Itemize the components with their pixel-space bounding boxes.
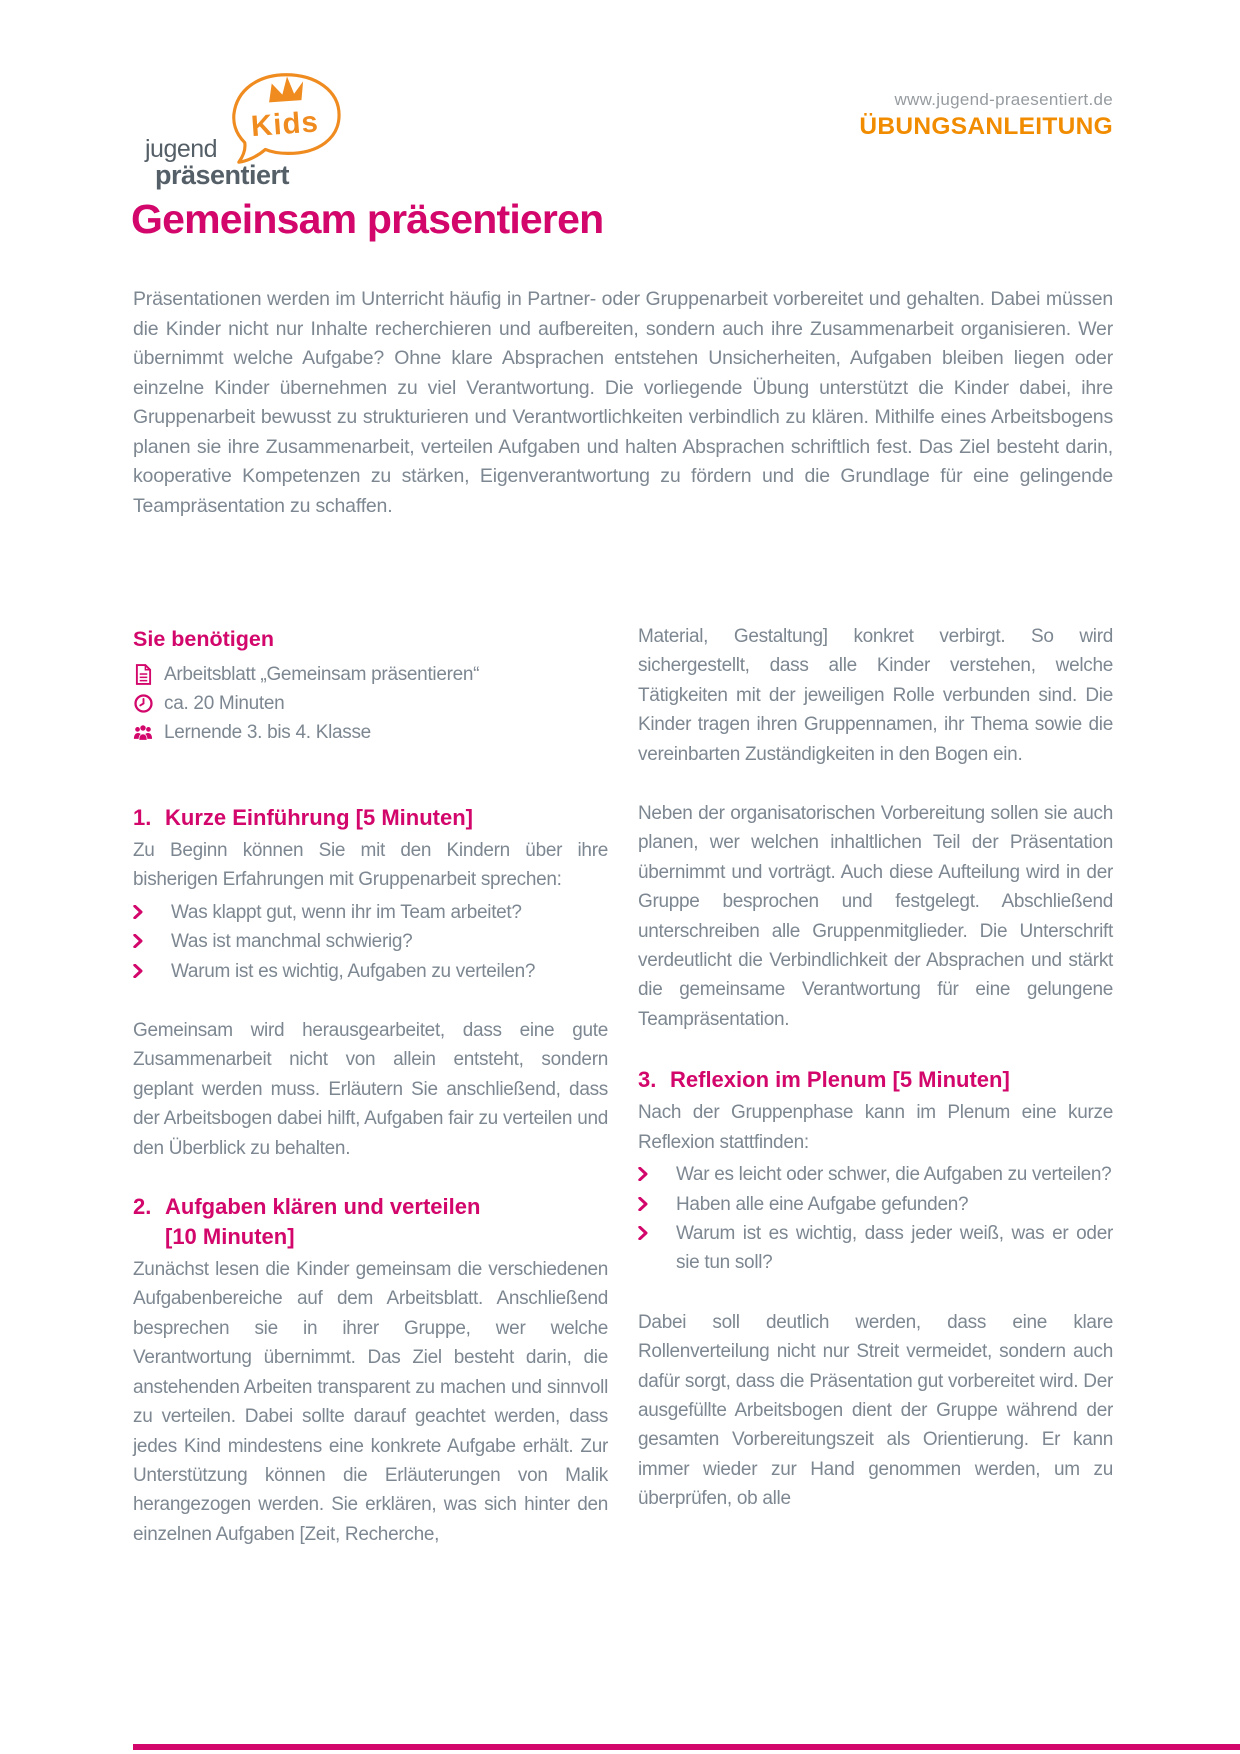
section-number: 1. xyxy=(133,805,152,830)
left-column xyxy=(133,616,608,1549)
section-2-heading xyxy=(133,1192,608,1252)
section-1-heading xyxy=(133,803,608,833)
bullet-item xyxy=(638,1160,1113,1189)
section-title: Reflexion im Plenum [5 Minuten] xyxy=(670,1067,1010,1093)
section-title xyxy=(165,1192,480,1252)
section-3-bullet-list xyxy=(638,1160,1113,1278)
section-1-bullet-list xyxy=(133,898,608,986)
logo-wordmark xyxy=(145,136,289,189)
need-label: ca. 20 Minuten xyxy=(164,693,285,714)
header-right xyxy=(859,88,1113,142)
footer-divider xyxy=(133,1744,1240,1750)
needs-block xyxy=(133,626,608,747)
need-item-duration xyxy=(133,689,608,718)
need-item-worksheet xyxy=(133,660,608,689)
section-title: Kurze Einführung [5 Minuten] xyxy=(165,805,473,830)
right-column xyxy=(638,616,1113,1549)
bullet-text: Haben alle eine Aufgabe gefunden? xyxy=(676,1193,969,1215)
chevron-right-icon xyxy=(133,898,171,927)
chevron-right-icon xyxy=(638,1160,676,1189)
chevron-right-icon xyxy=(133,927,171,956)
section-1-outro: Gemeinsam wird herausgearbeitet, dass eine gute Zusammenarbeit nicht von allein entsteht, sondern geplant werden muss. Erläutern Sie anschließend, dass der Arbeitsbogen dabei hilft, Aufgaben fair zu verteilen und den Überblick zu behalten. xyxy=(133,1020,608,1159)
logo-wordmark-line2: präsentiert xyxy=(155,160,290,190)
bullet-item xyxy=(638,1219,1113,1278)
logo-kids-text: Kids xyxy=(249,105,320,144)
need-item-learners xyxy=(133,718,608,747)
section-number: 2. xyxy=(133,1194,152,1220)
content-columns xyxy=(133,616,1113,1549)
needs-heading: Sie benötigen xyxy=(133,627,274,651)
section-title-line2: [10 Minuten] xyxy=(165,1224,295,1250)
bullet-item xyxy=(638,1190,1113,1219)
section-number: 3. xyxy=(638,1067,657,1093)
bullet-text: Warum ist es wichtig, dass jeder weiß, was er oder sie tun soll? xyxy=(676,1222,1113,1274)
chevron-right-icon xyxy=(133,957,171,986)
chevron-right-icon xyxy=(638,1190,676,1219)
planning-paragraph: Neben der organisatorischen Vorbereitung sollen sie auch planen, wer welchen inhaltlichen Teil der Präsentation übernimmt und vorträgt. Auch diese Aufteilung wird in der Gruppe besprochen und festgelegt. Abschließend unterschreiben alle Gruppenmitglieder. Die Unterschrift verdeutlicht die Verbindlichkeit der Absprachen und stärkt die gemeinsame Verantwortung für eine gelungene Teampräsentation. xyxy=(638,803,1113,1030)
section-2-continuation: Material, Gestaltung] konkret verbirgt. So wird sichergestellt, dass alle Kinder verstehen, welche Tätigkeiten mit der jeweiligen Rolle verbunden sind. Die Kinder tragen ihren Gruppennamen, ihr Thema sowie die vereinbarten Zuständigkeiten in den Bogen ein. xyxy=(638,626,1113,765)
bullet-text: War es leicht oder schwer, die Aufgaben zu verteilen? xyxy=(676,1164,1112,1186)
bullet-item xyxy=(133,898,608,927)
section-3-heading xyxy=(638,1065,1113,1095)
clock-icon xyxy=(133,693,153,715)
bullet-item xyxy=(133,927,608,956)
logo xyxy=(133,62,373,192)
logo-wordmark-line1: jugend xyxy=(145,135,218,163)
section-2-body: Zunächst lesen die Kinder gemeinsam die verschiedenen Aufgabenbereiche auf dem Arbeitsblatt. Anschließend besprechen sie in ihrer Gruppe, wer welche Verantwortung übernimmt. Das Ziel besteht darin, die anstehenden Arbeiten transparent zu machen und sinnvoll zu verteilen. Dabei sollte darauf geachtet werden, dass jedes Kind mindestens eine konkrete Aufgabe erhält. Zur Unterstützung können die Erläuterungen von Malik herangezogen werden. Sie erklären, was sich hinter den einzelnen Aufgaben [Zeit, Recherche, xyxy=(133,1259,608,1545)
doc-type-label: ÜBUNGSANLEITUNG xyxy=(859,113,1113,140)
intro-paragraph: Präsentationen werden im Unterricht häufig in Partner- oder Gruppenarbeit vorbereitet und gehalten. Dabei müssen die Kinder nicht nur Inhalte recherchieren und aufbereiten, sondern auch ihre Zusammenarbeit organisieren. Wer übernimmt welche Aufgabe? Ohne klare Absprachen entstehen Unsicherheiten, Aufgaben bleiben liegen oder einzelne Kinder übernehmen zu viel Verantwortung. Die vorliegende Übung unterstützt die Kinder dabei, ihre Gruppenarbeit bewusst zu strukturieren und Verantwortlichkeiten verbindlich zu klären. Mithilfe eines Arbeitsbogens planen sie ihre Zusammenarbeit, verteilen Aufgaben und halten Absprachen schriftlich fest. Das Ziel besteht darin, kooperative Kompetenzen zu stärken, Eigenverantwortung zu fördern und die Grundlage für eine gelingende Teampräsentation zu schaffen. xyxy=(133,288,1113,517)
website-link[interactable]: www.jugend-praesentiert.de xyxy=(894,90,1113,109)
section-3-intro: Nach der Gruppenphase kann im Plenum eine kurze Reflexion stattfinden: xyxy=(638,1102,1113,1153)
bullet-text: Was ist manchmal schwierig? xyxy=(171,931,413,953)
bullet-text: Was klappt gut, wenn ihr im Team arbeitet? xyxy=(171,901,522,923)
learners-icon xyxy=(133,722,153,744)
section-1-intro: Zu Beginn können Sie mit den Kindern über ihre bisherigen Erfahrungen mit Gruppenarbeit sprechen: xyxy=(133,840,608,891)
chevron-right-icon xyxy=(638,1219,676,1278)
worksheet-icon xyxy=(133,664,153,686)
section-3-outro: Dabei soll deutlich werden, dass eine klare Rollenverteilung nicht nur Streit vermeidet, sondern auch dafür sorgt, dass die Präsentation gut vorbereitet wird. Der ausgefüllte Arbeitsbogen dient der Gruppe während der gesamten Vorbereitungszeit als Orientierung. Er kann immer wieder zur Hand genommen werden, um zu überprüfen, ob alle xyxy=(638,1311,1113,1510)
bullet-text: Warum ist es wichtig, Aufgaben zu verteilen? xyxy=(171,960,536,982)
bullet-item xyxy=(133,957,608,986)
page-title: Gemeinsam präsentieren xyxy=(131,196,604,242)
need-label: Arbeitsblatt „Gemeinsam präsentieren“ xyxy=(164,664,480,685)
need-label: Lernende 3. bis 4. Klasse xyxy=(164,722,371,743)
section-title-line1: Aufgaben klären und verteilen xyxy=(165,1194,481,1220)
